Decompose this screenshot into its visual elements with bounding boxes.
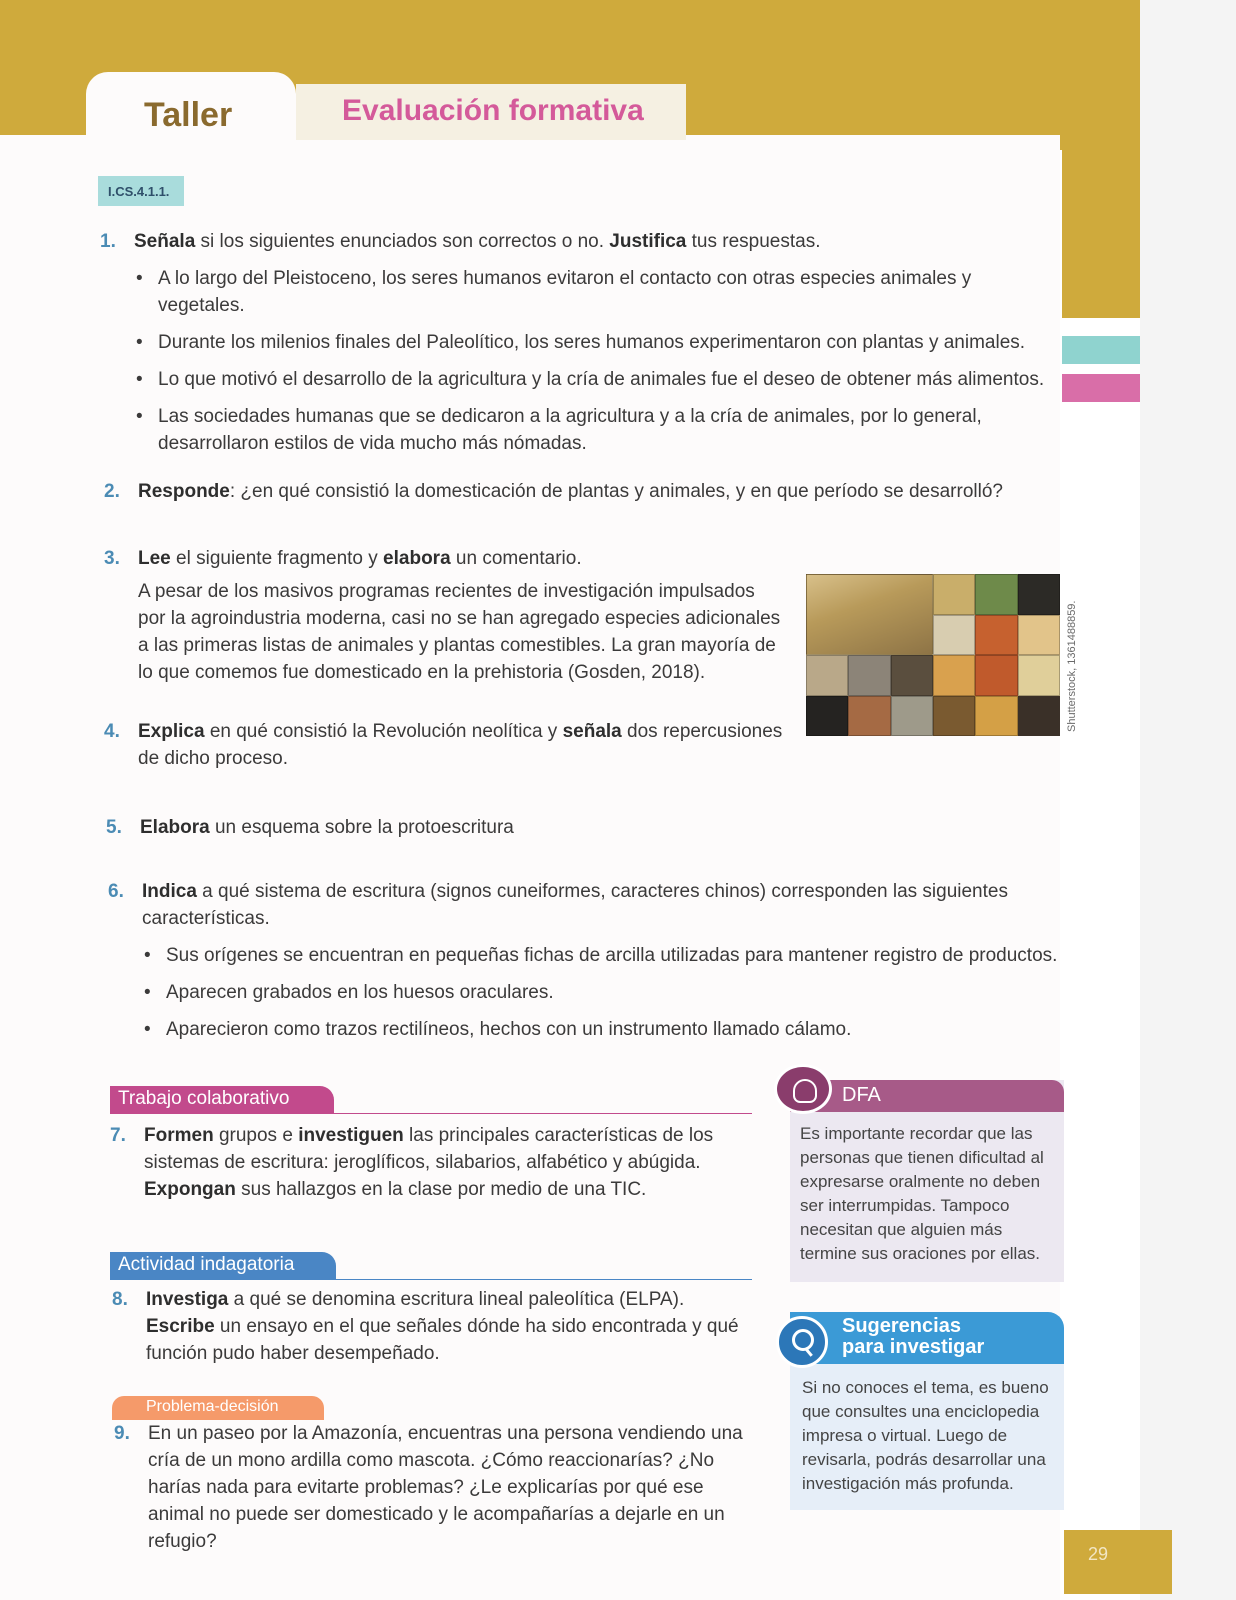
grain-tile — [975, 574, 1017, 615]
grains-photo — [806, 574, 1060, 736]
question-text: a qué se denomina escritura lineal paleolítica (ELPA). — [228, 1289, 685, 1310]
dfa-text: Es importante recordar que las personas que tienen dificultad al expresarse oralmente no deben ser interrumpidas. Tampoco necesitan que alguien más termine sus oraciones por ellas. — [800, 1124, 1044, 1263]
question-2 — [104, 478, 1058, 505]
question-1 — [100, 228, 1054, 457]
action-verb: Expongan — [144, 1179, 236, 1200]
question-7 — [110, 1122, 756, 1203]
grain-tile — [1018, 655, 1060, 696]
grain-tile — [806, 655, 848, 696]
grain-tile — [891, 655, 933, 696]
grain-tile — [1018, 574, 1060, 615]
action-verb: Formen — [144, 1125, 214, 1146]
bullet-item: • Durante los milenios finales del Paleolítico, los seres humanos experimentaron con plantas y animales. — [134, 329, 1054, 356]
question-text: sus hallazgos en la clase por medio de una TIC. — [235, 1179, 647, 1200]
sugerencias-title-line: para investigar — [842, 1336, 985, 1358]
question-text: en qué consistió la Revolución neolítica y — [204, 721, 563, 742]
question-number: 6. — [108, 881, 124, 902]
skill-code-badge: I.CS.4.1.1. — [98, 176, 184, 206]
bullet-item: • Aparecieron como trazos rectilíneos, hechos con un instrumento llamado cálamo. — [142, 1016, 1062, 1043]
grain-tile — [975, 696, 1017, 737]
sugerencias-title-line: Sugerencias — [842, 1315, 961, 1337]
tab-taller-label: Taller — [144, 96, 233, 134]
action-verb: Lee — [138, 548, 171, 569]
question-text: a qué sistema de escritura (signos cuneiformes, caracteres chinos) corresponden las siguientes características. — [142, 881, 1008, 929]
question-text: tus respuestas. — [686, 231, 821, 252]
grain-tile — [806, 696, 848, 737]
question-4 — [104, 718, 788, 772]
side-band — [1062, 140, 1140, 318]
question-5 — [106, 814, 1040, 841]
sugerencias-header — [790, 1312, 1064, 1364]
dfa-title: DFA — [842, 1084, 881, 1106]
grain-tile — [933, 655, 975, 696]
bullet-item: • Las sociedades humanas que se dedicaron a la agricultura y a la cría de animales, por lo general, desarrollaron estilos de vida mucho más nómadas. — [134, 403, 1054, 457]
question-8 — [112, 1286, 758, 1367]
question-text: un ensayo en el que señales dónde ha sido encontrada y qué función pudo haber desempeñado. — [146, 1316, 739, 1364]
grain-tile — [1018, 615, 1060, 656]
bullet-item: • Aparecen grabados en los huesos oraculares. — [142, 979, 1062, 1006]
question-text: un esquema sobre la protoescritura — [209, 817, 514, 838]
grain-tile — [848, 655, 890, 696]
side-tab-teal — [1062, 336, 1140, 364]
question-number: 7. — [110, 1125, 126, 1146]
grain-tile — [975, 615, 1017, 656]
question-number: 5. — [106, 817, 122, 838]
question-text: : ¿en qué consistió la domesticación de plantas y animales, y en que período se desarrolló? — [229, 481, 1003, 502]
bullet-list — [142, 942, 1062, 1043]
question-3 — [104, 545, 786, 686]
action-verb: Explica — [138, 721, 205, 742]
question-text: grupos e — [213, 1125, 299, 1146]
action-verb: Señala — [134, 231, 196, 252]
question-text: el siguiente fragmento y — [170, 548, 384, 569]
question-text: En un paseo por la Amazonía, encuentras una persona vendiendo una cría de un mono ardilla como mascota. ¿Cómo reaccionarías? ¿No harías nada para evitarte problemas? ¿Le explicarías por qué ese animal no puede ser domesticado y le acompañarías a dejarle en un refugio? — [148, 1423, 743, 1552]
tab-evaluacion-label: Evaluación formativa — [342, 94, 644, 127]
bullet-list — [134, 265, 1054, 457]
action-verb: Justifica — [609, 231, 687, 252]
action-verb: Indica — [142, 881, 197, 902]
side-tab-pink — [1062, 374, 1140, 402]
action-verb: señala — [562, 721, 622, 742]
quote-fragment: A pesar de los masivos programas recientes de investigación impulsados por la agroindustria moderna, casi no se han agregado especies adicionales a las primeras listas de animales y plantas comestibles. La gran mayoría de lo que comemos fue domesticado en la prehistoria (Gosden, 2018). — [138, 581, 781, 683]
page-margin — [1140, 0, 1236, 1600]
section-rule — [110, 1113, 752, 1114]
bullet-item: • Sus orígenes se encuentran en pequeñas fichas de arcilla utilizadas para mantener registro de productos. — [142, 942, 1062, 969]
sugerencias-title — [842, 1316, 984, 1358]
sugerencias-text: Si no conoces el tema, es bueno que consultes una enciclopedia impresa o virtual. Luego de revisarla, podrás desarrollar una investigación más profunda. — [802, 1378, 1049, 1493]
grain-tile — [975, 655, 1017, 696]
photo-credit: Shutterstock, 1361488859. — [1066, 600, 1078, 732]
question-number: 8. — [112, 1289, 128, 1310]
action-verb: Escribe — [146, 1316, 215, 1337]
question-number: 3. — [104, 548, 120, 569]
page-number-block — [1064, 1530, 1172, 1594]
question-text: un comentario. — [450, 548, 582, 569]
page-number: 29 — [1088, 1544, 1109, 1564]
actividad-indagatoria-label: Actividad indagatoria — [110, 1252, 336, 1280]
action-verb: Responde — [138, 481, 230, 502]
hands-icon — [774, 1064, 832, 1114]
question-number: 9. — [114, 1423, 130, 1444]
action-verb: Investiga — [146, 1289, 229, 1310]
action-verb: investiguen — [298, 1125, 404, 1146]
bullet-item: • A lo largo del Pleistoceno, los seres humanos evitaron el contacto con otras especies animales y vegetales. — [134, 265, 1054, 319]
bullet-item: • Lo que motivó el desarrollo de la agricultura y la cría de animales fue el deseo de obtener más alimentos. — [134, 366, 1054, 393]
grain-tile — [891, 696, 933, 737]
trabajo-colaborativo-label: Trabajo colaborativo — [110, 1086, 334, 1114]
tab-taller — [86, 72, 296, 150]
magnifier-icon — [776, 1316, 828, 1368]
question-number: 2. — [104, 481, 120, 502]
grain-tile — [933, 696, 975, 737]
question-number: 4. — [104, 721, 120, 742]
grain-tile — [933, 574, 975, 615]
question-9 — [114, 1420, 760, 1555]
wheat-bundle — [806, 574, 933, 655]
question-text: dos repercusiones de dicho proceso. — [138, 721, 783, 769]
problema-decision-label: Problema-decisión — [112, 1396, 324, 1420]
question-text: las principales características de los sistemas de escritura: jeroglíficos, silabarios, alfabético y abúgida. — [144, 1125, 714, 1173]
question-6 — [108, 878, 1062, 1043]
question-number: 1. — [100, 231, 116, 252]
action-verb: elabora — [383, 548, 451, 569]
grain-tile — [933, 615, 975, 656]
section-rule — [110, 1279, 752, 1280]
grain-tile — [848, 696, 890, 737]
action-verb: Elabora — [140, 817, 210, 838]
tab-evaluacion — [296, 84, 686, 140]
question-text: si los siguientes enunciados son correctos o no. — [195, 231, 610, 252]
